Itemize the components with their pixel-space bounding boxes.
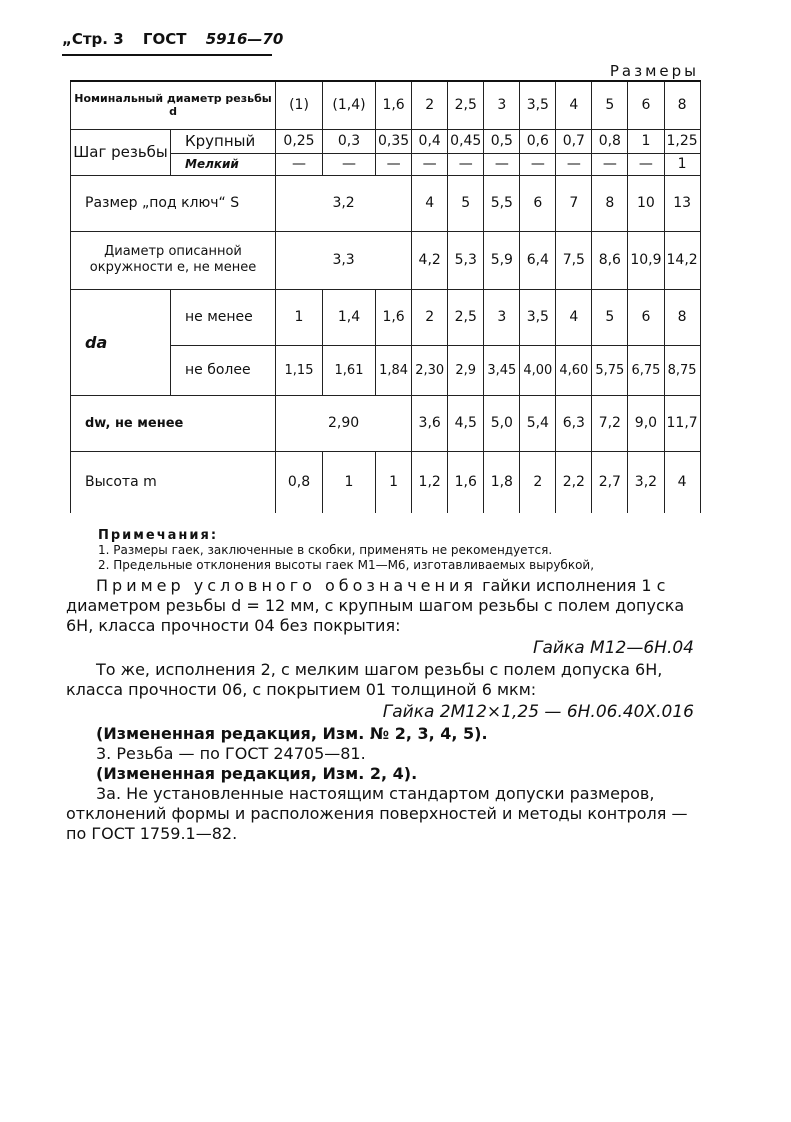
dw-cell: 3,6 — [412, 395, 448, 451]
coarse-cell: 0,7 — [556, 129, 592, 153]
da-max-cell: 1,61 — [323, 345, 376, 395]
example-heading: Пример условного обозначения — [96, 576, 477, 595]
note-2: 2. Предельные отклонения высоты гаек М1—М6, изготавливаемых вырубкой, — [98, 558, 595, 572]
fine-cell: — — [276, 153, 323, 175]
diameter-label: Номинальный диаметр резьбы d — [71, 81, 276, 129]
height-cell: 2,7 — [592, 451, 628, 513]
wrench-cell: 5,5 — [484, 175, 520, 231]
diameter-cell: 8 — [664, 81, 700, 129]
example-text: гайки исполнения 1 с диаметром резьбы d = 12 мм, с крупным шагом резьбы с полем допуска 6H, класса прочности 04 без покрытия: — [66, 576, 685, 635]
diameter-cell: 2 — [412, 81, 448, 129]
edit-note-1: (Измененная редакция, Изм. № 2, 3, 4, 5). — [96, 724, 488, 743]
standard-number: 5916—70 — [205, 30, 284, 48]
coarse-cell: 0,5 — [484, 129, 520, 153]
wrench-cell: 4 — [412, 175, 448, 231]
circle-merged-cell: 3,3 — [276, 231, 412, 289]
dw-cell: 9,0 — [628, 395, 664, 451]
da-label: da — [71, 289, 171, 395]
da-min-cell: 1 — [276, 289, 323, 345]
diameter-cell: 4 — [556, 81, 592, 129]
coarse-cell: 0,6 — [520, 129, 556, 153]
example-paragraph — [66, 576, 694, 636]
note-1: 1. Размеры гаек, заключенные в скобки, применять не рекомендуется. — [98, 543, 553, 557]
fine-cell: — — [592, 153, 628, 175]
diameter-cell: 1,6 — [376, 81, 412, 129]
circle-cell: 4,2 — [412, 231, 448, 289]
da-min-cell: 3 — [484, 289, 520, 345]
height-cell: 1 — [376, 451, 412, 513]
same-paragraph: То же, исполнения 2, с мелким шагом резьбы с полем допуска 6H, класса прочности 06, с покрытием 01 толщиной 6 мкм: — [66, 660, 663, 699]
wrench-label: Размер „под ключ“ S — [71, 175, 276, 231]
da-max-cell: 4,60 — [556, 345, 592, 395]
dw-cell: 5,0 — [484, 395, 520, 451]
height-cell: 1,8 — [484, 451, 520, 513]
diameter-cell: 2,5 — [448, 81, 484, 129]
units-label: Размеры — [609, 62, 699, 80]
fine-cell: — — [412, 153, 448, 175]
designation-formula-1: Гайка М12—6H.04 — [533, 638, 694, 658]
thread-clause: 3. Резьба — по ГОСТ 24705—81. — [96, 744, 366, 763]
pitch-label: Шаг резьбы — [71, 129, 171, 175]
circle-label: Диаметр описанной окружности e, не менее — [71, 231, 276, 289]
dw-cell: 6,3 — [556, 395, 592, 451]
fine-cell: 1 — [664, 153, 700, 175]
diameter-cell: 3,5 — [520, 81, 556, 129]
height-cell: 1 — [323, 451, 376, 513]
coarse-cell: 0,35 — [376, 129, 412, 153]
notes — [98, 528, 718, 573]
coarse-cell: 1,25 — [664, 129, 700, 153]
height-cell: 2 — [520, 451, 556, 513]
max-label: не более — [171, 345, 276, 395]
dw-merged-cell: 2,90 — [276, 395, 412, 451]
diameter-cell: 6 — [628, 81, 664, 129]
min-label: не менее — [171, 289, 276, 345]
circle-cell: 14,2 — [664, 231, 700, 289]
height-cell: 3,2 — [628, 451, 664, 513]
fine-cell: — — [323, 153, 376, 175]
da-max-cell: 3,45 — [484, 345, 520, 395]
da-max-cell: 2,30 — [412, 345, 448, 395]
circle-cell: 6,4 — [520, 231, 556, 289]
da-min-cell: 5 — [592, 289, 628, 345]
dw-label: dw, не менее — [71, 395, 276, 451]
diameter-cell: 5 — [592, 81, 628, 129]
fine-cell: — — [556, 153, 592, 175]
circle-cell: 5,9 — [484, 231, 520, 289]
dimensions-table — [70, 80, 701, 513]
wrench-cell: 13 — [664, 175, 700, 231]
circle-cell: 8,6 — [592, 231, 628, 289]
da-max-cell: 2,9 — [448, 345, 484, 395]
coarse-cell: 0,45 — [448, 129, 484, 153]
header-rule — [62, 54, 272, 56]
circle-cell: 7,5 — [556, 231, 592, 289]
fine-cell: — — [628, 153, 664, 175]
wrench-merged-cell: 3,2 — [276, 175, 412, 231]
body-text — [66, 576, 694, 844]
height-cell: 2,2 — [556, 451, 592, 513]
page-header — [62, 30, 283, 48]
circle-cell: 10,9 — [628, 231, 664, 289]
dw-cell: 4,5 — [448, 395, 484, 451]
height-cell: 0,8 — [276, 451, 323, 513]
fine-cell: — — [376, 153, 412, 175]
fine-cell: — — [520, 153, 556, 175]
fine-cell: — — [448, 153, 484, 175]
height-cell: 1,2 — [412, 451, 448, 513]
coarse-cell: 1 — [628, 129, 664, 153]
diameter-cell: 3 — [484, 81, 520, 129]
da-max-cell: 1,84 — [376, 345, 412, 395]
designation-formula-2: Гайка 2М12×1,25 — 6H.06.40X.016 — [382, 702, 694, 722]
coarse-cell: 0,3 — [323, 129, 376, 153]
edit-note-2: (Измененная редакция, Изм. 2, 4). — [96, 764, 418, 783]
da-max-cell: 6,75 — [628, 345, 664, 395]
dw-cell: 5,4 — [520, 395, 556, 451]
da-min-cell: 3,5 — [520, 289, 556, 345]
coarse-label: Крупный — [171, 129, 276, 153]
da-min-cell: 1,4 — [323, 289, 376, 345]
da-min-cell: 1,6 — [376, 289, 412, 345]
height-label: Высота m — [71, 451, 276, 513]
notes-title: Примечания: — [98, 528, 219, 543]
height-cell: 4 — [664, 451, 700, 513]
wrench-cell: 10 — [628, 175, 664, 231]
coarse-cell: 0,8 — [592, 129, 628, 153]
da-min-cell: 8 — [664, 289, 700, 345]
da-min-cell: 2 — [412, 289, 448, 345]
wrench-cell: 6 — [520, 175, 556, 231]
wrench-cell: 5 — [448, 175, 484, 231]
diameter-cell: (1) — [276, 81, 323, 129]
circle-cell: 5,3 — [448, 231, 484, 289]
coarse-cell: 0,4 — [412, 129, 448, 153]
fine-cell: — — [484, 153, 520, 175]
fine-label: Мелкий — [171, 153, 276, 175]
tolerances-clause: 3а. Не установленные настоящим стандартом допуски размеров, отклонений формы и расположения поверхностей и методы контроля — по ГОСТ 1759.1—82. — [66, 784, 688, 843]
dw-cell: 7,2 — [592, 395, 628, 451]
da-max-cell: 4,00 — [520, 345, 556, 395]
wrench-cell: 7 — [556, 175, 592, 231]
da-min-cell: 6 — [628, 289, 664, 345]
da-min-cell: 2,5 — [448, 289, 484, 345]
da-max-cell: 1,15 — [276, 345, 323, 395]
coarse-cell: 0,25 — [276, 129, 323, 153]
wrench-cell: 8 — [592, 175, 628, 231]
da-max-cell: 8,75 — [664, 345, 700, 395]
da-min-cell: 4 — [556, 289, 592, 345]
diameter-cell: (1,4) — [323, 81, 376, 129]
height-cell: 1,6 — [448, 451, 484, 513]
dw-cell: 11,7 — [664, 395, 700, 451]
standard-label: ГОСТ — [142, 30, 187, 48]
da-max-cell: 5,75 — [592, 345, 628, 395]
page-number: „Стр. 3 — [62, 30, 124, 48]
